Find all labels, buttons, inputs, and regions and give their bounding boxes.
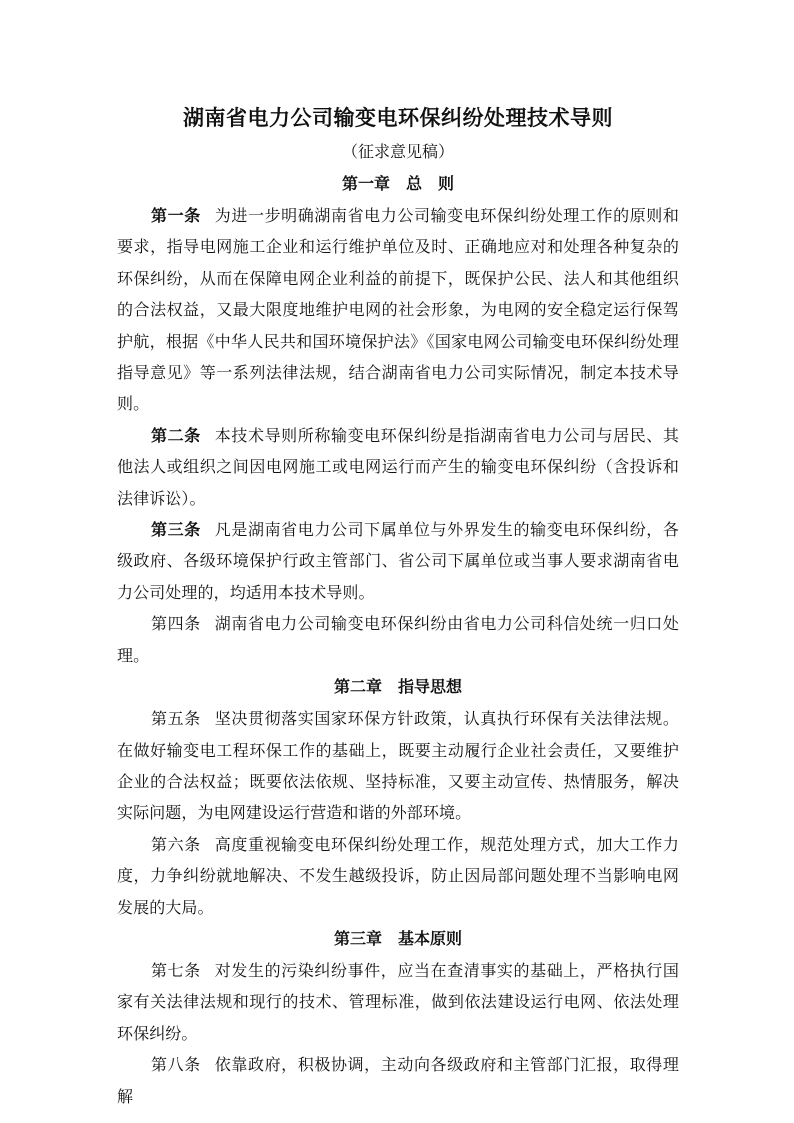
article-label: 第一条 bbox=[151, 206, 201, 225]
article-1 bbox=[117, 200, 679, 420]
article-text: 对发生的污染纠纷事件，应当在查清事实的基础上，严格执行国家有关法律法规和现行的技术、管理标准，做到依法建设运行电网、依法处理环保纠纷。 bbox=[117, 960, 679, 1043]
article-6 bbox=[117, 829, 679, 923]
article-7 bbox=[117, 955, 679, 1049]
article-label: 第三条 bbox=[151, 520, 201, 540]
article-2 bbox=[117, 420, 679, 514]
article-8 bbox=[117, 1049, 679, 1112]
article-label: 第六条 bbox=[151, 834, 201, 854]
article-label: 第二条 bbox=[151, 425, 201, 445]
article-3 bbox=[117, 514, 679, 608]
article-text: 湖南省电力公司输变电环保纠纷由省电力公司科信处统一归口处理。 bbox=[117, 614, 679, 665]
article-label: 第七条 bbox=[151, 960, 201, 980]
article-5 bbox=[117, 703, 679, 829]
chapter-heading: 第一章 总 则 bbox=[341, 174, 454, 193]
article-label: 第五条 bbox=[151, 709, 201, 729]
article-4 bbox=[117, 608, 679, 671]
article-text: 为进一步明确湖南省电力公司输变电环保纠纷处理工作的原则和要求，指导电网施工企业和运行维护单位及时、正确地应对和处理各种复杂的环保纠纷，从而在保障电网企业利益的前提下，既保护公民、法人和其他组织的合法权益，又最大限度地维护电网的社会形象，为电网的安全稳定运行保驾护航，根据《中华人民共和国环境保护法》《国家电网公司输变电环保纠纷处理指导意见》等一系列法律法规，结合湖南省电力公司实际情况，制定本技术导则。 bbox=[117, 206, 679, 414]
article-text: 高度重视输变电环保纠纷处理工作，规范处理方式，加大工作力度，力争纠纷就地解决、不发生越级投诉，防止因局部问题处理不当影响电网发展的大局。 bbox=[117, 834, 679, 917]
document-subtitle: （征求意见稿） bbox=[341, 142, 454, 161]
chapter-heading: 第二章 指导思想 bbox=[333, 677, 462, 697]
article-text: 凡是湖南省电力公司下属单位与外界发生的输变电环保纠纷，各级政府、各级环境保护行政主管部门、省公司下属单位或当事人要求湖南省电力公司处理的，均适用本技术导则。 bbox=[117, 520, 679, 602]
chapter-heading: 第三章 基本原则 bbox=[333, 928, 462, 948]
article-text: 本技术导则所称输变电环保纠纷是指湖南省电力公司与居民、其他法人或组织之间因电网施工或电网运行而产生的输变电环保纠纷（含投诉和法律诉讼）。 bbox=[117, 425, 679, 508]
document-page bbox=[117, 100, 679, 1112]
article-text: 坚决贯彻落实国家环保方针政策，认真执行环保有关法律法规。在做好输变电工程环保工作的基础上，既要主动履行企业社会责任，又要维护企业的合法权益；既要依法依规、坚持标准，又要主动宣传、热情服务，解决实际问题，为电网建设运行营造和谐的外部环境。 bbox=[117, 709, 679, 823]
article-label: 第八条 bbox=[151, 1055, 201, 1075]
article-label: 第四条 bbox=[151, 614, 201, 634]
document-title: 湖南省电力公司输变电环保纠纷处理技术导则 bbox=[183, 105, 613, 130]
article-text: 依靠政府，积极协调，主动向各级政府和主管部门汇报，取得理解 bbox=[117, 1055, 679, 1106]
